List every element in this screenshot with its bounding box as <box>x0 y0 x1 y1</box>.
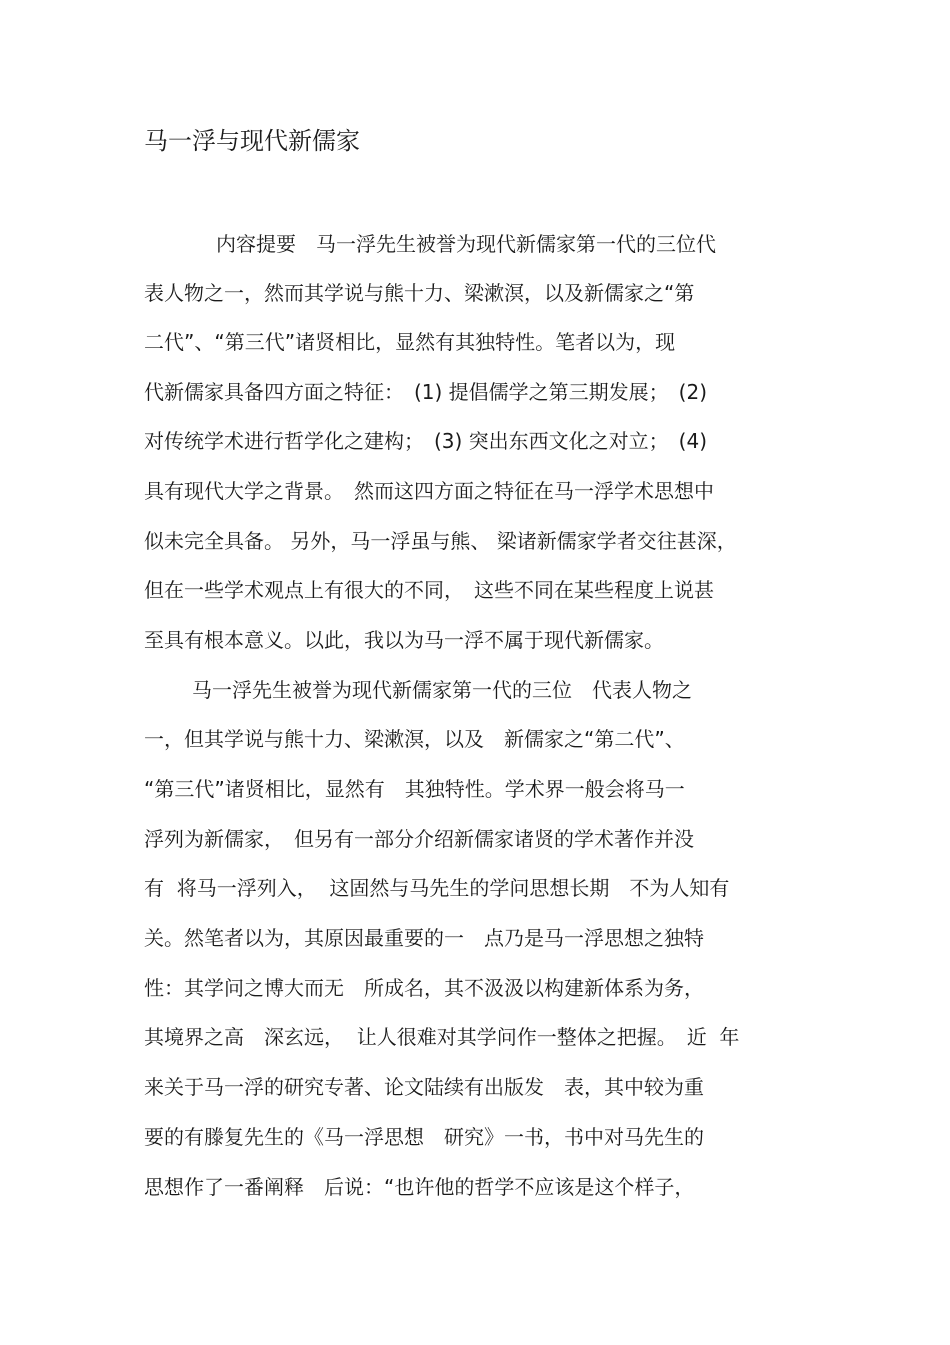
body-line: 内容提要 马一浮先生被誉为现代新儒家第一代的三位代 <box>216 232 716 256</box>
body-line: 二代”、“第三代”诸贤相比，显然有其独特性。笔者以为，现 <box>144 330 676 354</box>
body-line: 浮列为新儒家， 但另有一部分介绍新儒家诸贤的学术著作并没 <box>144 827 694 851</box>
body-line: 马一浮先生被誉为现代新儒家第一代的三位 代表人物之 <box>192 678 692 702</box>
body-line: 表人物之一，然而其学说与熊十力、梁漱溟，以及新儒家之“第 <box>144 281 695 305</box>
document-title: 马一浮与现代新儒家 <box>144 127 360 155</box>
body-line: 有 将马一浮列入， 这固然与马先生的学问思想长期 不为人知有 <box>144 876 730 900</box>
body-line: 思想作了一番阐释 后说：“也许他的哲学不应该是这个样子， <box>144 1175 695 1199</box>
body-line: 其境界之高 深玄远， 让人很难对其学问作一整体之把握。 近 年 <box>144 1025 740 1049</box>
body-line: 代新儒家具备四方面之特征： (1) 提倡儒学之第三期发展； (2) <box>144 380 708 404</box>
body-line: 来关于马一浮的研究专著、论文陆续有出版发 表，其中较为重 <box>144 1075 704 1099</box>
body-line: 具有现代大学之背景。 然而这四方面之特征在马一浮学术思想中 <box>144 479 714 503</box>
body-line: “第三代”诸贤相比，显然有 其独特性。学术界一般会将马一 <box>144 777 685 801</box>
body-line: 但在一些学术观点上有很大的不同， 这些不同在某些程度上说甚 <box>144 578 714 602</box>
body-line: 至具有根本意义。以此，我以为马一浮不属于现代新儒家。 <box>144 628 664 652</box>
body-line: 一，但其学说与熊十力、梁漱溟，以及 新儒家之“第二代”、 <box>144 727 685 751</box>
body-line: 性：其学问之博大而无 所成名，其不汲汲以构建新体系为务， <box>144 976 704 1000</box>
body-line: 对传统学术进行哲学化之建构； (3) 突出东西文化之对立； (4) <box>144 429 708 453</box>
body-line: 似未完全具备。 另外，马一浮虽与熊、 梁诸新儒家学者交往甚深， <box>144 529 737 553</box>
body-line: 要的有滕复先生的《马一浮思想 研究》一书，书中对马先生的 <box>144 1125 704 1149</box>
body-line: 关。然笔者以为，其原因最重要的一 点乃是马一浮思想之独特 <box>144 926 704 950</box>
